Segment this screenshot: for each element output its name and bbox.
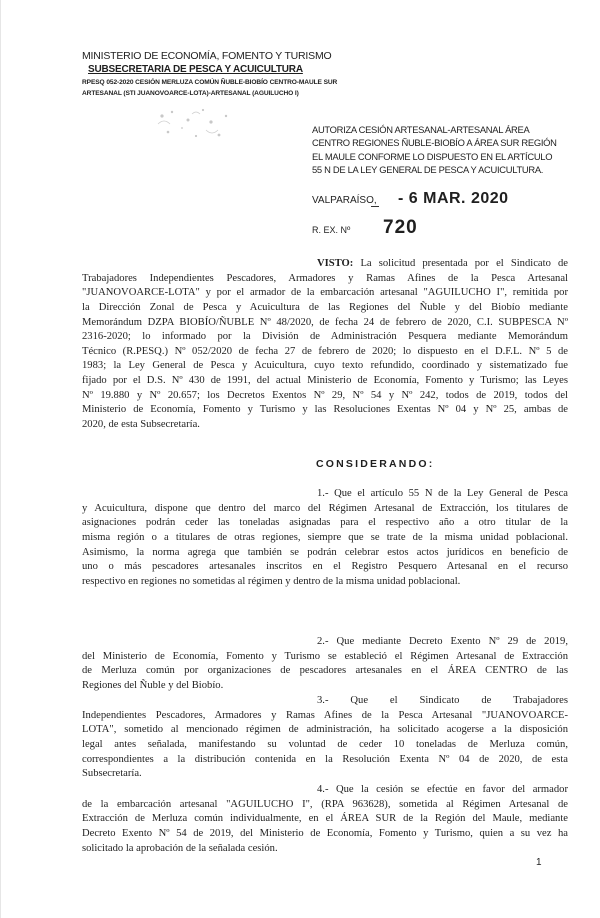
paragraph-line: asignaciones podrán ceder las toneladas asignadas para el respectivo año a otro titular de la xyxy=(82,517,568,529)
paragraph-line: 4.- Que la cesión se efectúe en favor del armador xyxy=(317,784,568,795)
paragraph-line: Independientes Pescadores, Armadores y Ramas Afines de la Pesca Artesanal "JUANOVOARCE- xyxy=(82,709,568,721)
summary-line: AUTORIZA CESIÓN ARTESANAL-ARTESANAL ÁREA xyxy=(312,124,530,135)
paragraph-line: 1.- Que el artículo 55 N de la Ley General de Pesca xyxy=(317,488,568,499)
considerando-2 xyxy=(82,635,568,694)
summary-line: EL MAULE CONFORME LO DISPUESTO EN EL ARTÍCULO xyxy=(312,150,553,162)
paragraph-line: Extracción de Merluza común individualmente, en el ÁREA SUR de la Región del Maule, mediante xyxy=(82,813,568,825)
summary-line: CENTRO REGIONES ÑUBLE-BIOBÍO A ÁREA SUR REGIÓN xyxy=(312,137,557,149)
paragraph-line: respectivo en regiones no sometidas al régimen y dentro de la misma unidad poblacional. xyxy=(82,575,461,587)
paragraph-line: fijado por el D.S. Nº 430 de 1991, del actual Ministerio de Economía, Fomento y Turismo; las Leyes xyxy=(82,375,568,387)
paragraph-line: "JUANOVOARCE-LOTA" y por el armador de la embarcación artesanal "AGUILUCHO I", remitida por xyxy=(82,287,568,299)
paragraph-line: Técnico (R.PESQ.) Nº 052/2020 de fecha 27 de febrero de 2020; lo dispuesto en el D.F.L. Nº 5 de xyxy=(82,345,568,357)
resolution-label: R. EX. Nº xyxy=(312,225,351,235)
paragraph-line: del Ministerio de Economía, Fomento y Turismo se estableció el Régimen Artesanal de Extracción xyxy=(82,650,568,662)
summary-line: 55 N DE LA LEY GENERAL DE PESCA Y ACUICULTURA. xyxy=(312,164,544,176)
faint-stamp-mark xyxy=(148,102,240,150)
date-dash-mark xyxy=(371,206,379,207)
reference-line-2: ARTESANAL (STI JUANOVOARCE-LOTA)-ARTESANAL (AGUILUCHO I) xyxy=(82,90,299,97)
paragraph-line: la Dirección Zonal de Pesca y Acuicultura de las Regiones del Ñuble y del Biobío mediante xyxy=(82,301,568,313)
ministry-name: MINISTERIO DE ECONOMÍA, FOMENTO Y TURISMO xyxy=(82,50,332,62)
page-number: 1 xyxy=(536,857,542,868)
reference-line-1: RPESQ 052-2020 CESIÓN MERLUZA COMÚN ÑUBLE-BIOBÍO CENTRO-MAULE SUR xyxy=(82,79,338,86)
paragraph-line: 3.- Que el Sindicato de Trabajadores xyxy=(317,695,568,706)
scan-edge xyxy=(0,0,1,918)
resolution-number: 720 xyxy=(383,217,418,238)
considerando-3 xyxy=(82,694,568,782)
subsecretaria-name: SUBSECRETARIA DE PESCA Y ACUICULTURA xyxy=(88,64,303,75)
considerando-1 xyxy=(82,487,568,589)
paragraph-line: Asimismo, la norma agrega que también se podrán celebrar estos actos jurídicos en beneficio de xyxy=(82,546,568,558)
paragraph-line: 1983; la Ley General de Pesca y Acuicultura, cuyo texto refundido, coordinado y sistematizado fue xyxy=(82,360,568,372)
visto-label: VISTO: xyxy=(317,258,354,269)
paragraph-line: Subsecretaría. xyxy=(82,768,142,780)
paragraph-line: de Merluza común por organizaciones de pescadores artesanales en el ÁREA CENTRO de las xyxy=(82,665,568,677)
paragraph-line: y Acuicultura, dispone que dentro del marco del Régimen Artesanal de Extracción, los titulares de xyxy=(82,502,568,514)
paragraph-line: 2316-2020; lo informado por la División de Administración Pesquera mediante Memorándum xyxy=(82,331,568,343)
considerando-4 xyxy=(82,783,568,856)
paragraph-line: LOTA", sometido al mencionado régimen de administración, ha solicitado acogerse a la disposición xyxy=(82,724,568,736)
paragraph-line: Memorándum DZPA BIOBÍO/ÑUBLE Nº 48/2020, de fecha 24 de febrero de 2020, C.I. SUBPESCA Nº xyxy=(82,316,568,328)
paragraph-line: solicitado la aprobación de la señalada cesión. xyxy=(82,842,278,854)
paragraph-line: 2020, de esta Subsecretaría. xyxy=(82,419,200,431)
paragraph-line: Regiones del Ñuble y del Biobío. xyxy=(82,679,224,691)
paragraph-line xyxy=(82,257,568,272)
considerando-heading: CONSIDERANDO: xyxy=(316,458,435,470)
visto-first-line-text: La solicitud presentada por el Sindicato de xyxy=(353,258,568,269)
paragraph-line: correspondientes a la distribución contenida en la Resolución Exenta Nº 04 de 2020, de esta xyxy=(82,753,568,765)
paragraph-line: de la embarcación artesanal "AGUILUCHO I", (RPA 963628), sometida al Régimen Artesanal de xyxy=(82,798,568,810)
resolution-summary xyxy=(312,123,570,177)
visto-paragraph xyxy=(82,257,568,433)
paragraph-line: Ministerio de Economía, Fomento y Turismo y las Resoluciones Exentas Nº 04 y Nº 25, ambas de xyxy=(82,404,568,416)
paragraph-line: Decreto Exento Nº 54 de 2019, del Ministerio de Economía, Fomento y Turismo, quien a su vez ha xyxy=(82,827,568,839)
paragraph-line: Nº 19.880 y Nº 20.657; los Decretos Exentos Nº 29, Nº 54 y Nº 242, todos de 2019, todos del xyxy=(82,389,568,401)
paragraph-line: misma región o a titulares de otras regiones, siempre que se trate de la misma unidad poblacional. xyxy=(82,531,568,543)
place-label: VALPARAÍSO, xyxy=(312,195,377,206)
date-stamp: - 6 MAR. 2020 xyxy=(398,190,509,207)
paragraph-line: uno o más pescadores artesanales inscritos en el Registro Pesquero Artesanal en el recurso xyxy=(82,561,568,573)
paragraph-line: 2.- Que mediante Decreto Exento Nº 29 de 2019, xyxy=(317,636,568,647)
paragraph-line: Trabajadores Independientes Pescadores, Armadores y Ramas Afines de la Pesca Artesanal xyxy=(82,272,568,284)
paragraph-line: legal antes señalada, manifestando su voluntad de ceder 10 toneladas de Merluza común, xyxy=(82,738,568,750)
